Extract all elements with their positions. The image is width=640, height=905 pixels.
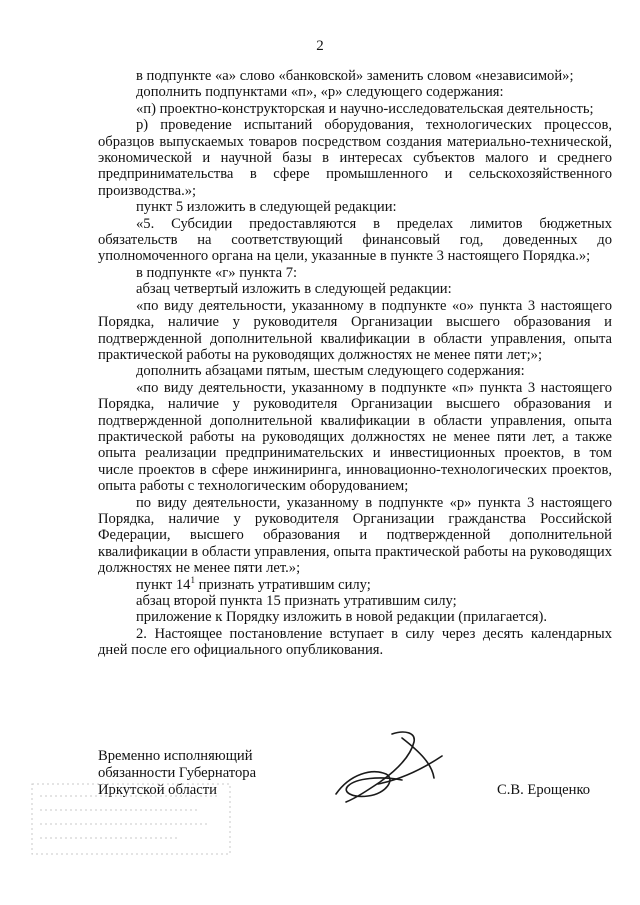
paragraph: р) проведение испытаний оборудования, технологических процессов, образцов выпускаемых товаров посредством создания материально-технической, экономической и научной базы в интересах субъектов малого и среднего предпринимательства в сфере промышленного и сельскохозяйственного производства.»; xyxy=(98,117,612,199)
item14-rest: признать утратившим силу; xyxy=(194,576,371,593)
page-number: 2 xyxy=(316,38,324,54)
paragraph: 2. Настоящее постановление вступает в силу через десять календарных дней после его официального опубликования. xyxy=(98,625,612,659)
paragraph: абзац второй пункта 15 признать утратившим силу; xyxy=(136,593,457,609)
paragraph-item-14 xyxy=(98,574,612,593)
item14-text: пункт 14 xyxy=(136,576,191,593)
signatory-line: обязанности Губернатора xyxy=(98,765,257,781)
handwritten-signature xyxy=(318,728,458,808)
item14-superscript: 1 xyxy=(190,574,195,585)
paragraph: в подпункте «а» слово «банковской» заменить словом «независимой»; xyxy=(136,68,574,84)
signatory-line: Временно исполняющий xyxy=(98,748,253,764)
paragraph: в подпункте «г» пункта 7: xyxy=(136,264,298,281)
paragraph: дополнить абзацами пятым, шестым следующего содержания: xyxy=(136,363,525,380)
paragraph: «по виду деятельности, указанному в подпункте «о» пункта 3 настоящего Порядка, наличие у руководителя Организации высшего образования и подтвержденной дополнительной квалификации в области управления, опыта практической работы на руководящих должностях не менее пяти лет;»; xyxy=(98,297,612,363)
paragraph: дополнить подпунктами «п», «р» следующего содержания: xyxy=(136,84,504,101)
paragraph: «5. Субсидии предоставляются в пределах лимитов бюджетных обязательств на соответствующий финансовый год, доведенных до уполномоченного органа на цели, указанные в пункте 3 настоящего Порядка.»; xyxy=(98,215,612,265)
signatory-line: Иркутской области xyxy=(98,782,217,798)
paragraph: «по виду деятельности, указанному в подпункте «п» пункта 3 настоящего Порядка, наличие у руководителя Организации высшего образования и подтвержденной дополнительной квалификации в области управления, опыта практической работы на руководящих должностях не менее пяти лет, а также опыта реализации предпринимательских и инвестиционных проектов, в том числе проектов в сфере инжиниринга, инновационно-технологических проектов, опыта работы с технологическим оборудованием; xyxy=(98,379,612,495)
paragraph: пункт 5 изложить в следующей редакции: xyxy=(136,199,397,216)
paragraph: абзац четвертый изложить в следующей редакции: xyxy=(136,281,452,298)
document-body xyxy=(98,68,612,659)
paragraph: «п) проектно-конструкторская и научно-исследовательская деятельность; xyxy=(136,100,594,117)
signatory-name: С.В. Ерощенко xyxy=(497,782,591,798)
paragraph: по виду деятельности, указанному в подпункте «р» пункта 3 настоящего Порядка, наличие у руководителя Организации гражданства Российской Федерации, высшего образования и подтвержденной дополнительной квалификации в области управления, опыта практической работы на руководящих должностях не менее пяти лет.»; xyxy=(98,494,612,577)
faded-stamp xyxy=(28,778,238,860)
paragraph: приложение к Порядку изложить в новой редакции (прилагается). xyxy=(136,609,548,626)
